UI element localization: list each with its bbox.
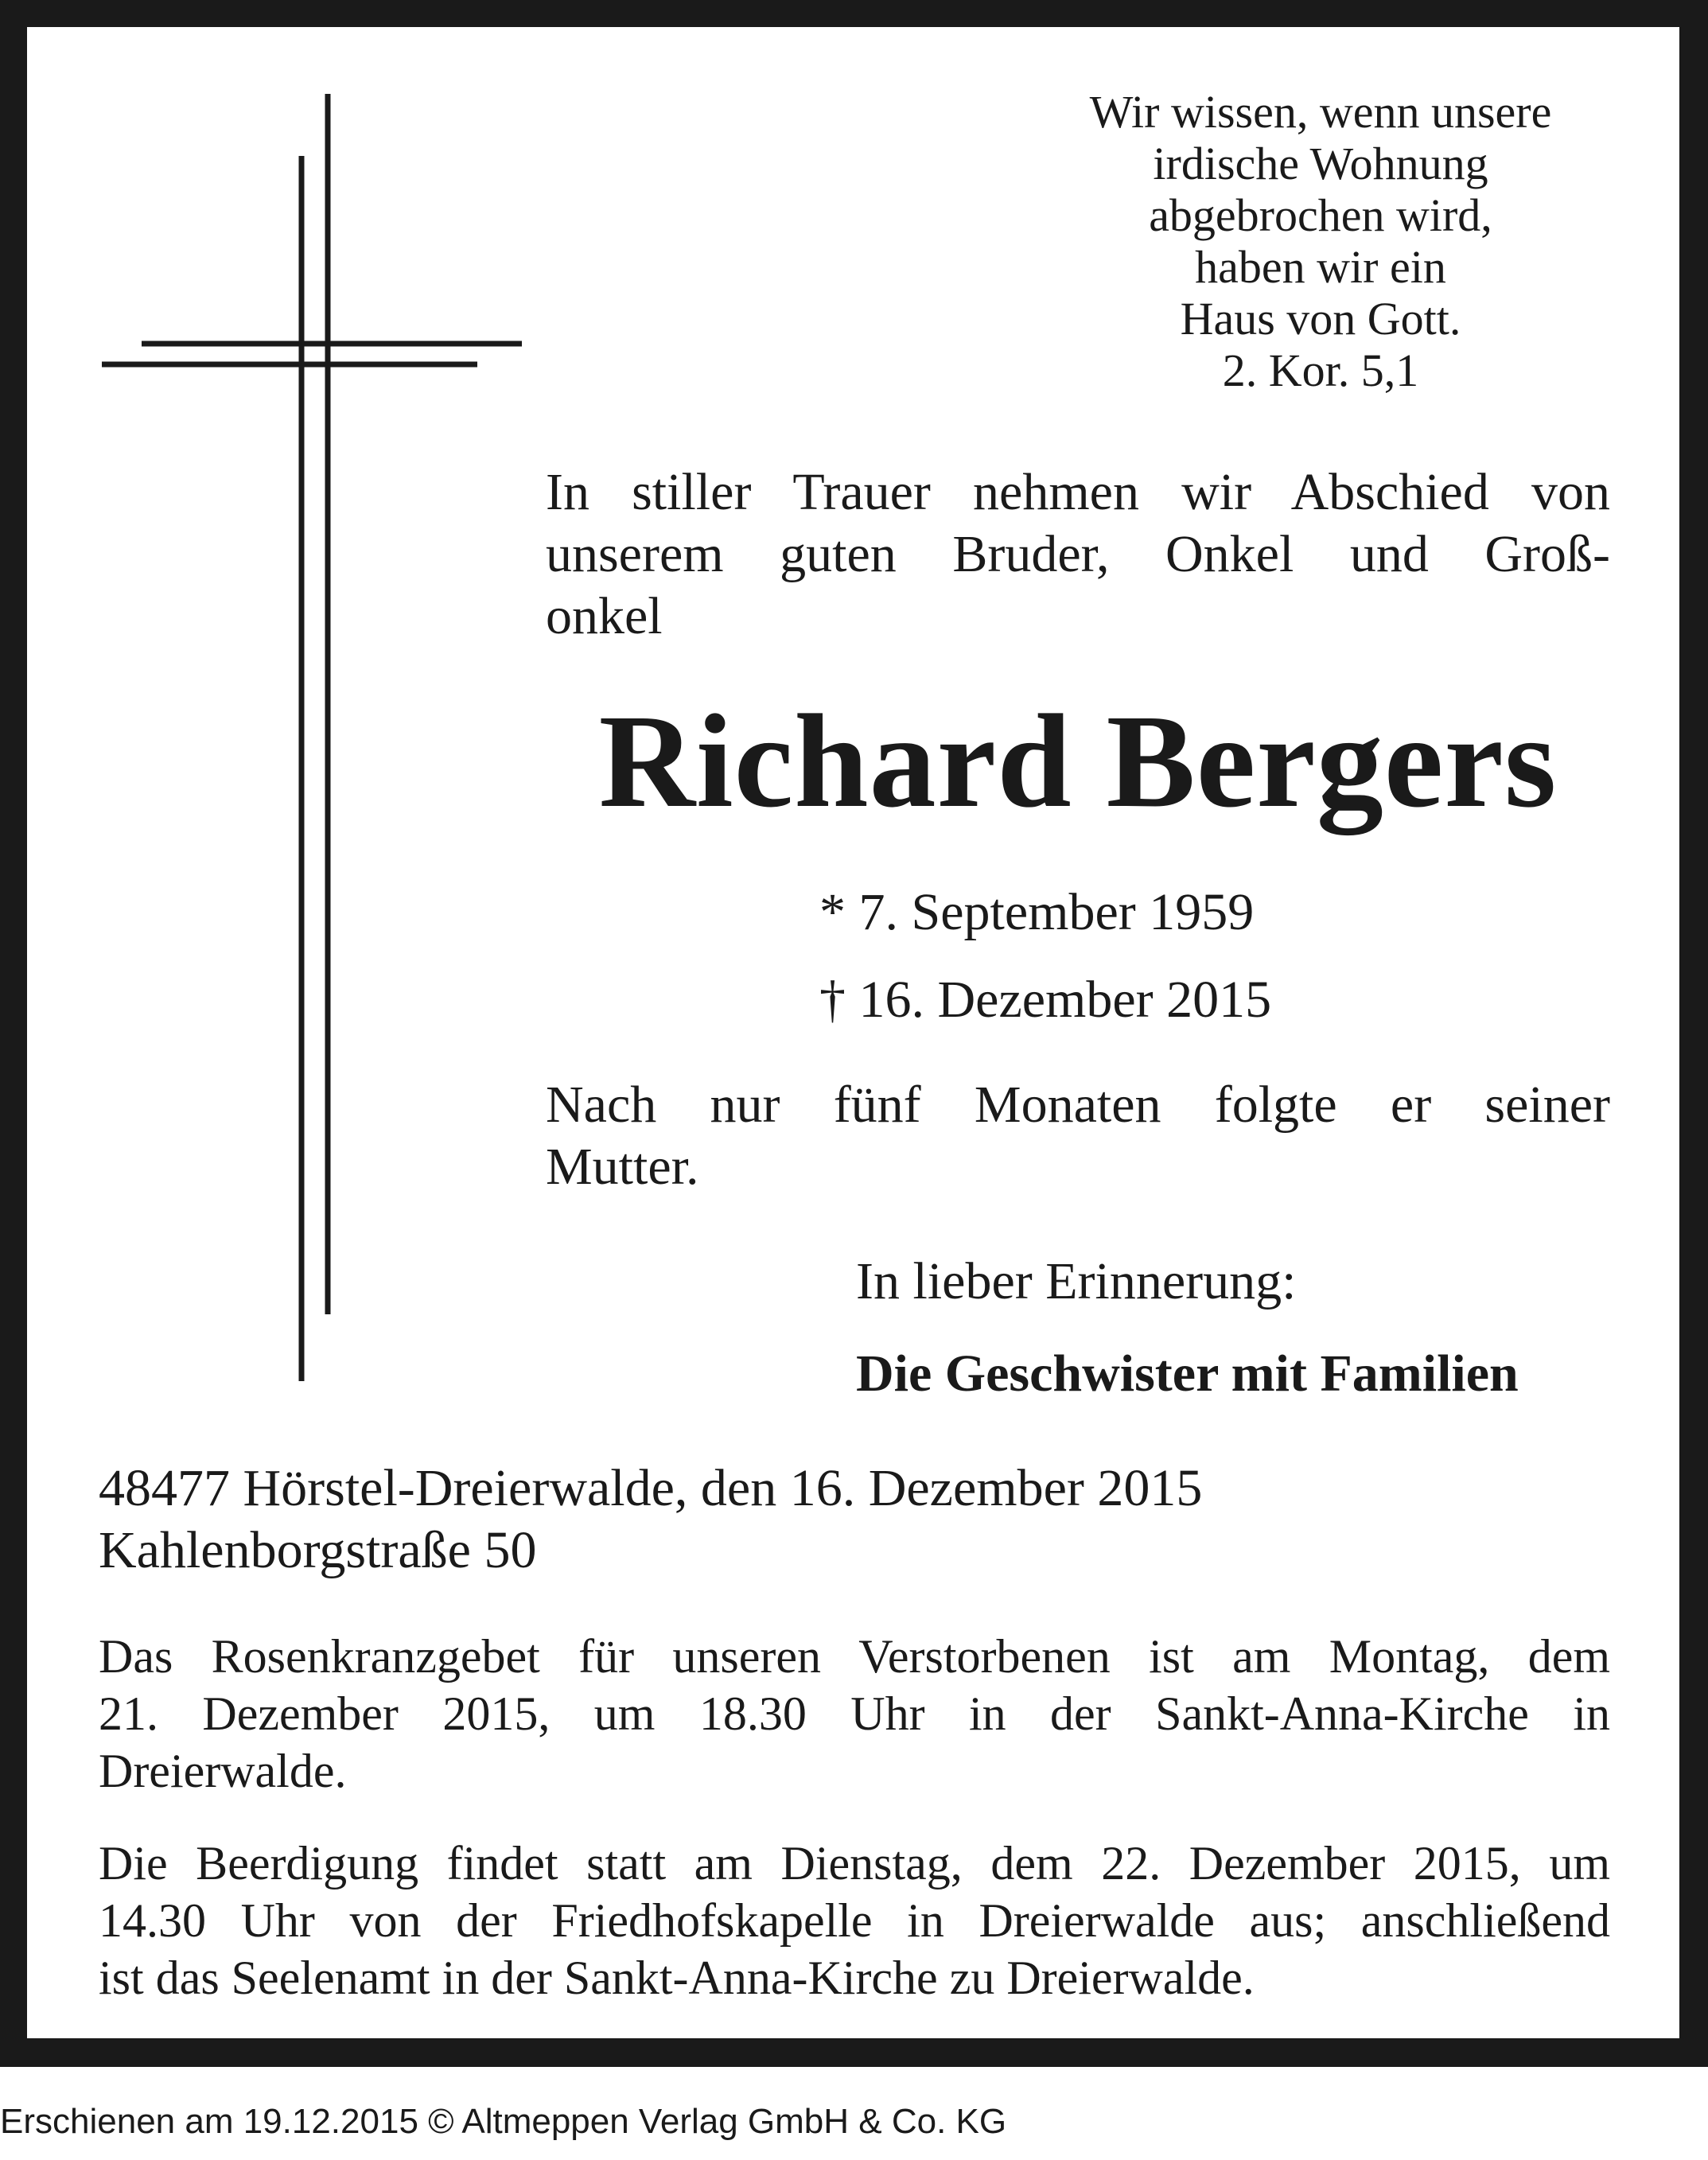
verse-line: Wir wissen, wenn unsere bbox=[1089, 86, 1552, 138]
verse-reference: 2. Kor. 5,1 bbox=[1222, 344, 1419, 396]
death-date: † 16. Dezember 2015 bbox=[819, 971, 1272, 1029]
followed-line: Nach nur fünf Monaten folgte er seiner bbox=[546, 1076, 1610, 1134]
paragraph-line: 21. Dezember 2015, um 18.30 Uhr in der Sankt-Anna-Kirche in bbox=[99, 1687, 1610, 1740]
funeral-paragraph bbox=[99, 1835, 1610, 2006]
verse-line: Haus von Gott. bbox=[1180, 293, 1461, 344]
life-dates bbox=[819, 869, 1271, 1044]
memory-block bbox=[856, 1251, 1610, 1405]
followed-text bbox=[546, 1074, 1610, 1198]
verse-line: abgebrochen wird, bbox=[1149, 189, 1492, 241]
place-date: 48477 Hörstel-Dreierwalde, den 16. Dezember 2015 bbox=[99, 1459, 1203, 1517]
paragraph-line: Das Rosenkranzgebet für unseren Verstorbenen ist am Montag, dem bbox=[99, 1630, 1610, 1683]
paragraph-line: Die Beerdigung findet statt am Dienstag, dem 22. Dezember 2015, um bbox=[99, 1837, 1610, 1890]
intro-line: unserem guten Bruder, Onkel und Groß- bbox=[546, 525, 1610, 583]
signature: Die Geschwister mit Familien bbox=[856, 1345, 1519, 1403]
bible-verse bbox=[1034, 86, 1607, 396]
street-address: Kahlenborgstraße 50 bbox=[99, 1521, 537, 1579]
followed-line: Mutter. bbox=[546, 1138, 699, 1196]
rosary-paragraph bbox=[99, 1628, 1610, 1800]
intro-line: onkel bbox=[546, 587, 663, 645]
memory-label: In lieber Erinnerung: bbox=[856, 1252, 1297, 1310]
publication-footer: Erschienen am 19.12.2015 © Altmeppen Verlag GmbH & Co. KG bbox=[0, 2102, 1007, 2141]
deceased-name: Richard Bergers bbox=[598, 687, 1558, 835]
intro-text bbox=[546, 461, 1610, 648]
paragraph-line: 14.30 Uhr von der Friedhofskapelle in Dreierwalde aus; anschließend bbox=[99, 1894, 1610, 1947]
verse-line: irdische Wohnung bbox=[1153, 138, 1488, 189]
birth-date: * 7. September 1959 bbox=[819, 883, 1255, 941]
verse-line: haben wir ein bbox=[1195, 241, 1446, 293]
paragraph-line: ist das Seelenamt in der Sankt-Anna-Kirche zu Dreierwalde. bbox=[99, 1952, 1255, 2004]
intro-line: In stiller Trauer nehmen wir Abschied von bbox=[546, 463, 1610, 521]
paragraph-line: Dreierwalde. bbox=[99, 1745, 347, 1797]
address-block bbox=[99, 1458, 1202, 1582]
